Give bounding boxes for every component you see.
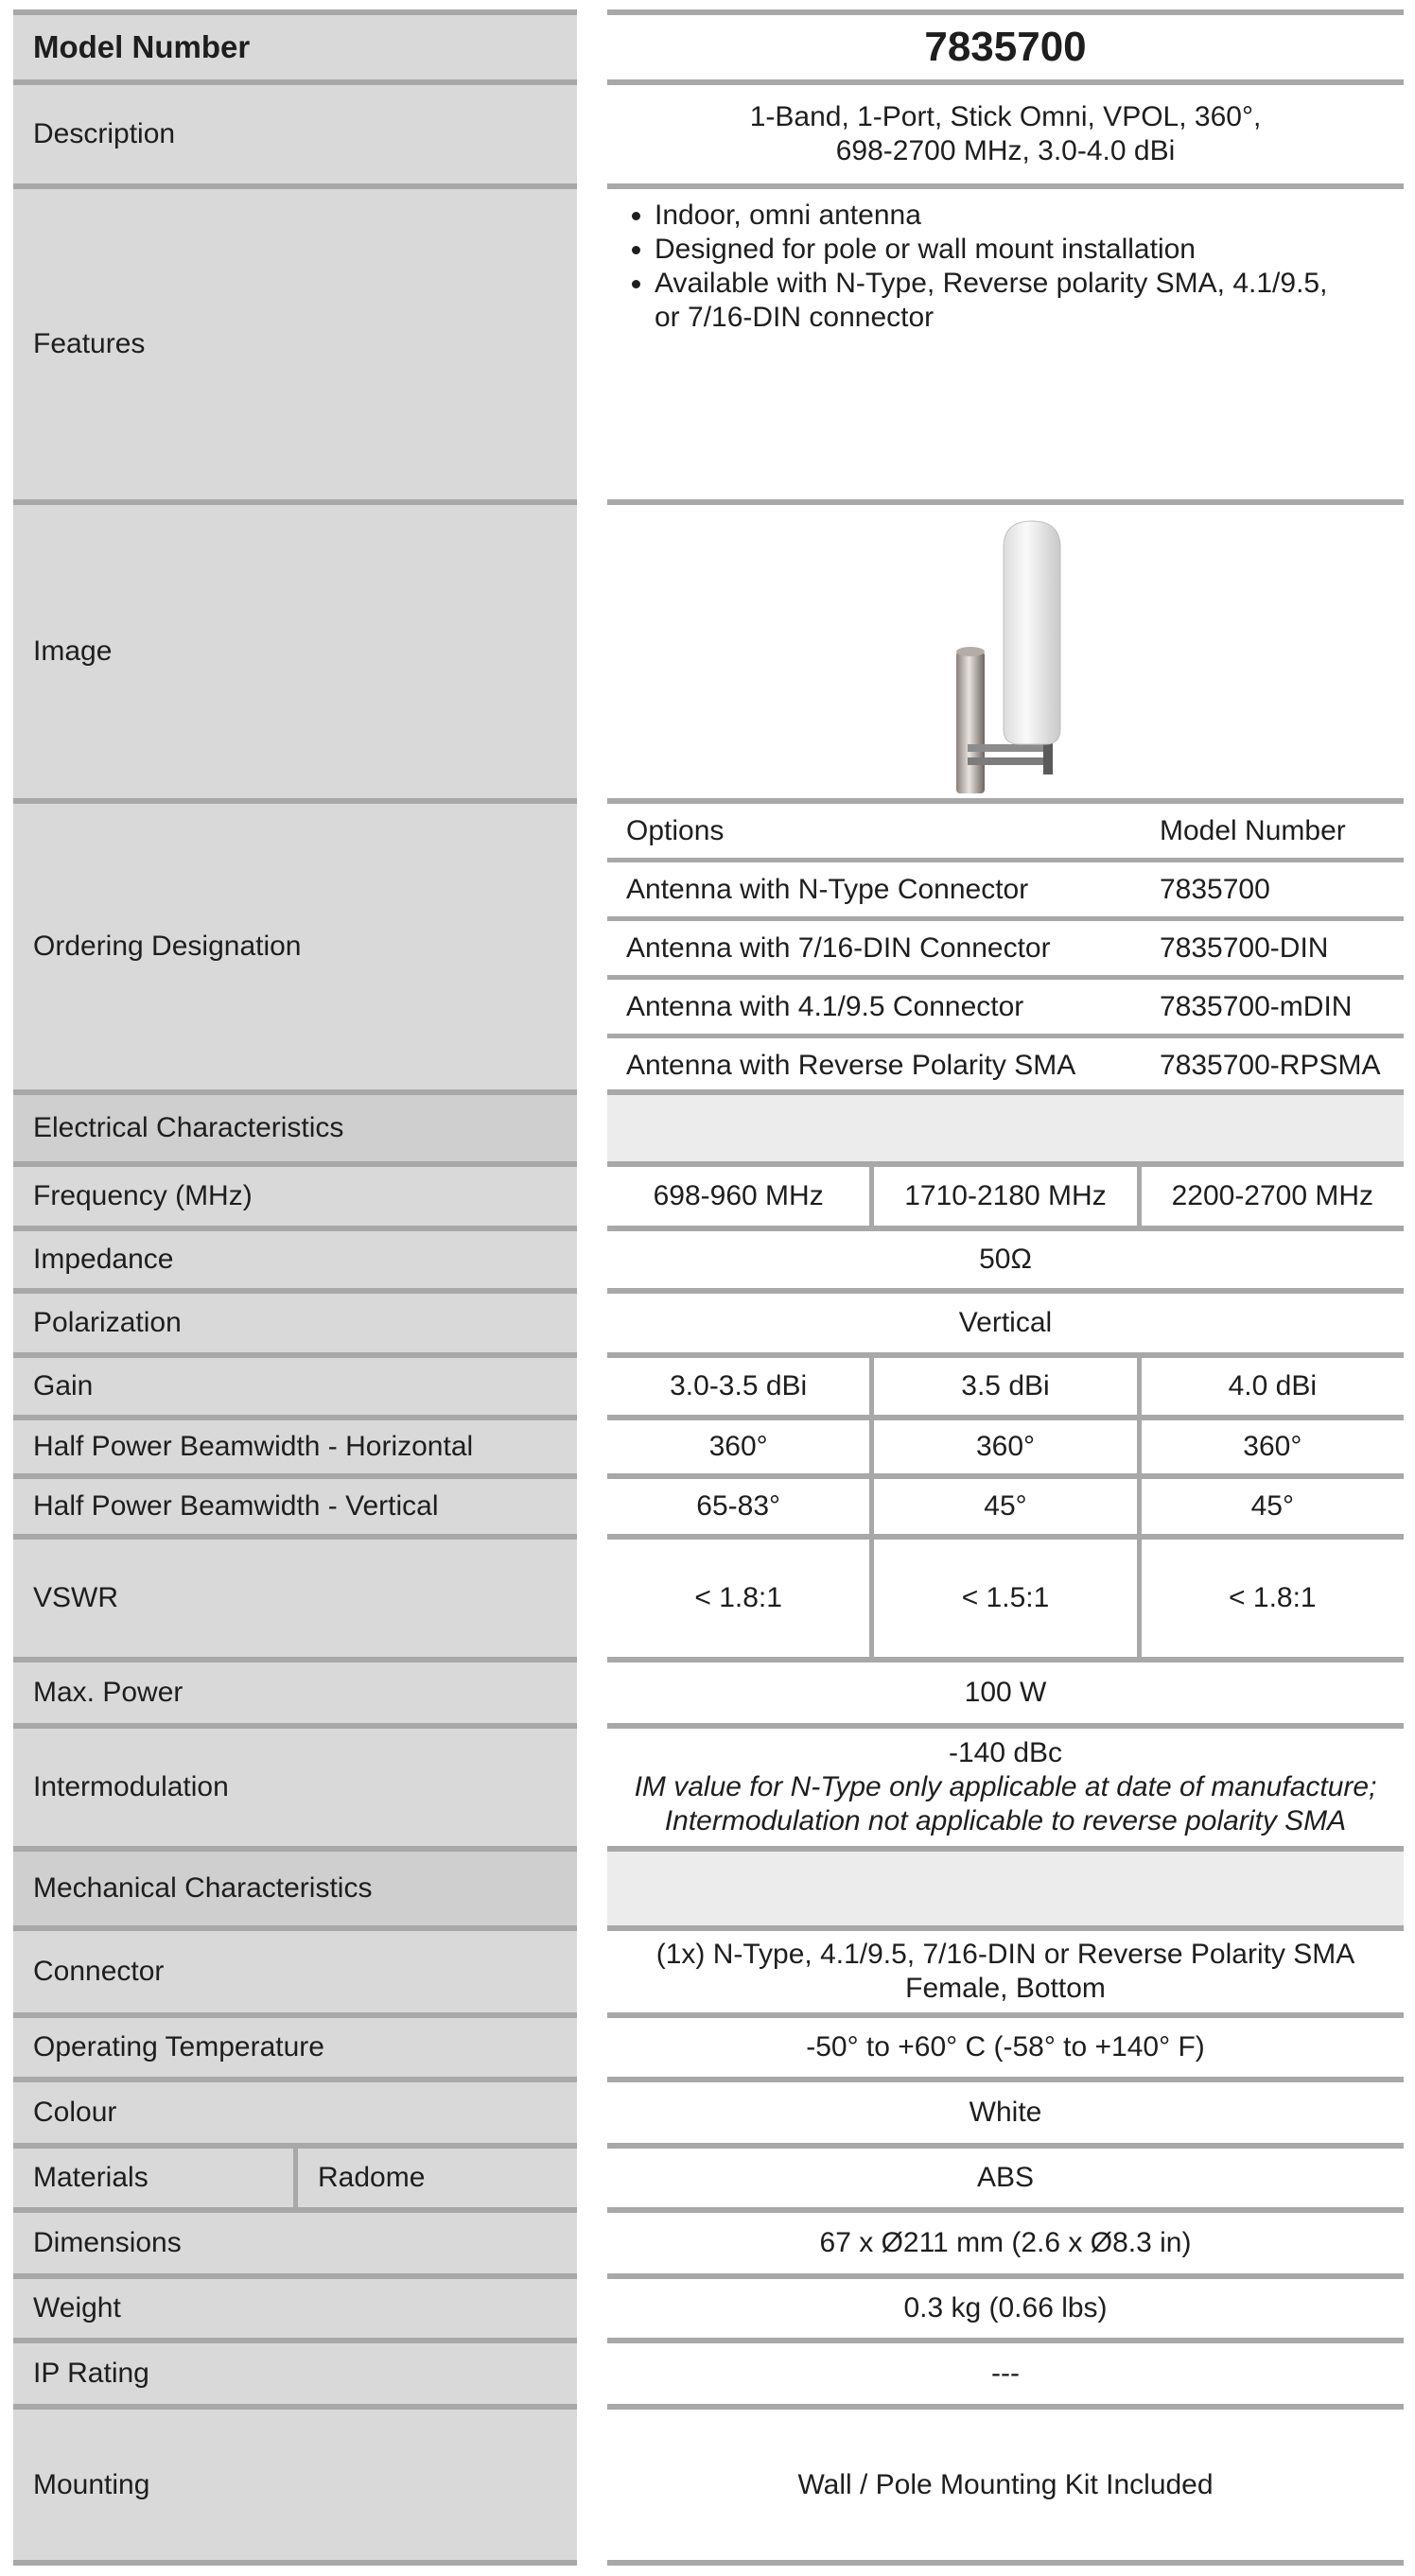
gain-band-2: 3.5 dBi xyxy=(869,1358,1136,1415)
colour-label-text: Colour xyxy=(33,2097,117,2128)
materials-sublabel-text: Radome xyxy=(293,2149,577,2207)
model-number-text: 7835700 xyxy=(924,24,1087,70)
mounting-label-text: Mounting xyxy=(33,2468,150,2500)
connector-label xyxy=(13,1925,577,2012)
model-number-label xyxy=(13,9,577,79)
dimensions-value xyxy=(607,2207,1404,2273)
mounting-label xyxy=(13,2404,577,2560)
hpbw-h-band-3: 360° xyxy=(1137,1420,1404,1473)
frequency-band-1: 698-960 MHz xyxy=(653,1180,824,1211)
hpbw-horizontal-label xyxy=(13,1415,577,1473)
frequency-band-3: 2200-2700 MHz xyxy=(1137,1167,1404,1226)
dimensions-value-text: 67 x Ø211 mm (2.6 x Ø8.3 in) xyxy=(819,2227,1192,2258)
impedance-label-text: Impedance xyxy=(33,1244,174,1275)
operating-temperature-value xyxy=(607,2012,1404,2077)
intermodulation-label-text: Intermodulation xyxy=(33,1771,229,1802)
polarization-value xyxy=(607,1288,1404,1352)
connector-label-text: Connector xyxy=(33,1956,165,1987)
ordering-model: 7835700-DIN xyxy=(1160,931,1329,964)
max-power-value xyxy=(607,1657,1404,1723)
ordering-table xyxy=(607,798,1404,1089)
ip-rating-value xyxy=(607,2338,1404,2404)
operating-temperature-value-text: -50° to +60° C (-58° to +140° F) xyxy=(806,2031,1205,2063)
ordering-option: Antenna with 7/16-DIN Connector xyxy=(626,931,1051,964)
bottom-rule-left xyxy=(13,2560,577,2566)
mechanical-section-blank xyxy=(607,1846,1404,1925)
electrical-section-blank xyxy=(607,1089,1404,1161)
colour-value-text: White xyxy=(969,2097,1042,2128)
polarization-label xyxy=(13,1288,577,1352)
vswr-band-2: < 1.5:1 xyxy=(869,1540,1136,1657)
intermodulation-value-text: -140 dBc xyxy=(948,1737,1063,1768)
materials-label-text: Materials xyxy=(33,2162,148,2193)
features-list xyxy=(626,199,1385,335)
ordering-col-options: Options xyxy=(626,814,725,846)
ordering-model: 7835700-mDIN xyxy=(1160,990,1353,1022)
connector-line-1: (1x) N-Type, 4.1/9.5, 7/16-DIN or Reverse Polarity SMA xyxy=(655,1939,1355,1970)
electrical-title-text: Electrical Characteristics xyxy=(33,1112,344,1143)
max-power-label xyxy=(13,1657,577,1723)
image-label-text: Image xyxy=(33,635,113,667)
weight-label xyxy=(13,2273,577,2338)
weight-label-text: Weight xyxy=(33,2292,121,2324)
vswr-label xyxy=(13,1534,577,1657)
intermodulation-value xyxy=(607,1723,1404,1846)
feature-item: • Designed for pole or wall mount installation xyxy=(655,233,1385,267)
features-label xyxy=(13,183,577,499)
ordering-label xyxy=(13,798,577,1089)
gain-label-text: Gain xyxy=(33,1370,94,1401)
connector-value xyxy=(607,1925,1404,2012)
ordering-option: Antenna with 4.1/9.5 Connector xyxy=(626,990,1024,1022)
electrical-section-title xyxy=(13,1089,577,1161)
mechanical-section-title xyxy=(13,1846,577,1925)
ordering-option: Antenna with Reverse Polarity SMA xyxy=(626,1049,1076,1081)
image-value xyxy=(607,499,1404,798)
model-number-label-text: Model Number xyxy=(33,29,251,64)
colour-label xyxy=(13,2077,577,2143)
gain-band-1: 3.0-3.5 dBi xyxy=(670,1370,808,1401)
vswr-values xyxy=(607,1534,1404,1657)
antenna-photo-icon xyxy=(901,510,1109,793)
hpbw-h-band-2: 360° xyxy=(869,1420,1136,1473)
frequency-band-2: 1710-2180 MHz xyxy=(869,1167,1136,1226)
model-number-value xyxy=(607,9,1404,79)
description-label-text: Description xyxy=(33,118,176,149)
gain-values xyxy=(607,1352,1404,1415)
connector-line-2: Female, Bottom xyxy=(905,1973,1106,2004)
bottom-rule-right xyxy=(607,2560,1404,2566)
description-line-1: 1-Band, 1-Port, Stick Omni, VPOL, 360°, xyxy=(749,101,1262,132)
features-label-text: Features xyxy=(33,328,146,359)
ip-rating-label xyxy=(13,2338,577,2404)
materials-label xyxy=(13,2143,577,2207)
gain-band-3: 4.0 dBi xyxy=(1137,1358,1404,1415)
table-row xyxy=(607,916,1404,975)
hpbw-vertical-values xyxy=(607,1473,1404,1534)
hpbw-vertical-label xyxy=(13,1473,577,1534)
materials-value xyxy=(607,2143,1404,2207)
description-value xyxy=(607,79,1404,183)
dimensions-label-text: Dimensions xyxy=(33,2227,182,2258)
description-label xyxy=(13,79,577,183)
ordering-model: 7835700-RPSMA xyxy=(1160,1049,1381,1081)
hpbw-horizontal-values xyxy=(607,1415,1404,1473)
operating-temperature-label xyxy=(13,2012,577,2077)
description-line-2: 698-2700 MHz, 3.0-4.0 dBi xyxy=(835,135,1176,166)
impedance-value xyxy=(607,1226,1404,1288)
intermodulation-note-2: Intermodulation not applicable to reverse polarity SMA xyxy=(664,1805,1347,1836)
polarization-label-text: Polarization xyxy=(33,1307,182,1338)
features-value xyxy=(607,183,1404,499)
polarization-value-text: Vertical xyxy=(958,1307,1053,1338)
intermodulation-label xyxy=(13,1723,577,1846)
table-row xyxy=(607,858,1404,916)
mechanical-title-text: Mechanical Characteristics xyxy=(33,1872,373,1904)
weight-value xyxy=(607,2273,1404,2338)
ordering-option: Antenna with N-Type Connector xyxy=(626,873,1029,905)
colour-value xyxy=(607,2077,1404,2143)
materials-value-text: ABS xyxy=(976,2162,1035,2193)
hpbw-horizontal-label-text: Half Power Beamwidth - Horizontal xyxy=(33,1431,474,1462)
table-row xyxy=(607,1034,1404,1092)
operating-temperature-label-text: Operating Temperature xyxy=(33,2031,324,2063)
image-label xyxy=(13,499,577,798)
vswr-band-1: < 1.8:1 xyxy=(694,1582,782,1613)
mounting-value-text: Wall / Pole Mounting Kit Included xyxy=(797,2468,1214,2500)
max-power-value-text: 100 W xyxy=(964,1677,1047,1708)
impedance-label xyxy=(13,1226,577,1288)
feature-item: • Available with N-Type, Reverse polarity SMA, 4.1/9.5, or 7/16-DIN connector xyxy=(655,267,1385,335)
ordering-label-text: Ordering Designation xyxy=(33,931,302,962)
ordering-col-model: Model Number xyxy=(1160,814,1346,846)
vswr-band-3: < 1.8:1 xyxy=(1137,1540,1404,1657)
hpbw-v-band-3: 45° xyxy=(1137,1479,1404,1534)
ordering-header-row xyxy=(607,804,1404,858)
max-power-label-text: Max. Power xyxy=(33,1677,183,1708)
hpbw-vertical-label-text: Half Power Beamwidth - Vertical xyxy=(33,1490,439,1522)
hpbw-h-band-1: 360° xyxy=(708,1431,768,1462)
impedance-value-text: 50Ω xyxy=(979,1244,1032,1275)
dimensions-label xyxy=(13,2207,577,2273)
frequency-label xyxy=(13,1161,577,1226)
ordering-model: 7835700 xyxy=(1160,873,1270,905)
hpbw-v-band-2: 45° xyxy=(869,1479,1136,1534)
intermodulation-note-1: IM value for N-Type only applicable at date of manufacture; xyxy=(634,1771,1377,1802)
vswr-label-text: VSWR xyxy=(33,1582,118,1613)
feature-item: • Indoor, omni antenna xyxy=(655,199,1385,233)
ip-rating-label-text: IP Rating xyxy=(33,2358,149,2389)
frequency-label-text: Frequency (MHz) xyxy=(33,1180,253,1211)
table-row xyxy=(607,975,1404,1034)
mounting-value xyxy=(607,2404,1404,2560)
hpbw-v-band-1: 65-83° xyxy=(696,1490,781,1522)
weight-value-text: 0.3 kg (0.66 lbs) xyxy=(903,2292,1108,2324)
ip-rating-value-text: --- xyxy=(991,2358,1020,2389)
gain-label xyxy=(13,1352,577,1415)
frequency-values xyxy=(607,1161,1404,1226)
